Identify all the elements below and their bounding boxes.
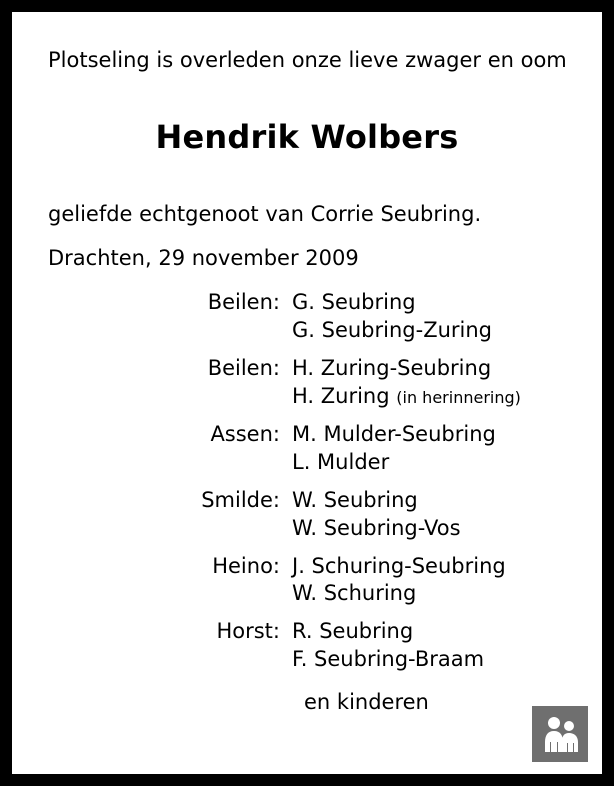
family-place: Assen: — [210, 421, 280, 446]
family-names — [292, 289, 492, 345]
intro-text: Plotseling is overleden onze lieve zwager en oom — [48, 48, 567, 72]
family-names — [292, 421, 496, 477]
family-name: F. Seubring-Braam — [292, 647, 485, 672]
family-place: Beilen: — [207, 290, 280, 315]
family-place: Horst: — [216, 619, 280, 644]
family-names — [292, 553, 506, 609]
family-place: Smilde: — [201, 487, 280, 512]
family-name-note: (in herinnering) — [396, 387, 521, 407]
family-names — [292, 355, 521, 411]
closing-line: en kinderen — [304, 690, 429, 715]
family-names — [292, 618, 484, 674]
family-list — [42, 289, 572, 674]
family-name-with-note — [292, 383, 521, 411]
family-row — [42, 553, 572, 609]
family-name: M. Mulder-Seubring — [292, 421, 496, 446]
family-name: W. Schuring — [292, 581, 417, 606]
family-name: J. Schuring-Seubring — [292, 553, 506, 578]
spouse-line: geliefde echtgenoot van Corrie Seubring. — [48, 202, 482, 227]
family-row — [42, 421, 572, 477]
family-name: W. Seubring — [292, 487, 418, 512]
memorial-figures-icon — [532, 706, 588, 762]
family-names — [292, 487, 461, 543]
family-name: H. Zuring-Seubring — [292, 355, 492, 380]
family-row — [42, 618, 572, 674]
family-row — [42, 355, 572, 411]
family-name: W. Seubring-Vos — [292, 515, 461, 540]
family-place: Beilen: — [207, 355, 280, 380]
family-name: R. Seubring — [292, 619, 414, 644]
family-name: G. Seubring — [292, 290, 416, 315]
family-name: H. Zuring — [292, 383, 390, 408]
family-row — [42, 289, 572, 345]
obituary-card — [12, 12, 602, 774]
family-row — [42, 487, 572, 543]
place-date-line: Drachten, 29 november 2009 — [48, 245, 359, 270]
family-place: Heino: — [212, 553, 280, 578]
family-name: G. Seubring-Zuring — [292, 318, 493, 343]
deceased-name: Hendrik Wolbers — [155, 118, 459, 157]
family-name: L. Mulder — [292, 449, 390, 474]
